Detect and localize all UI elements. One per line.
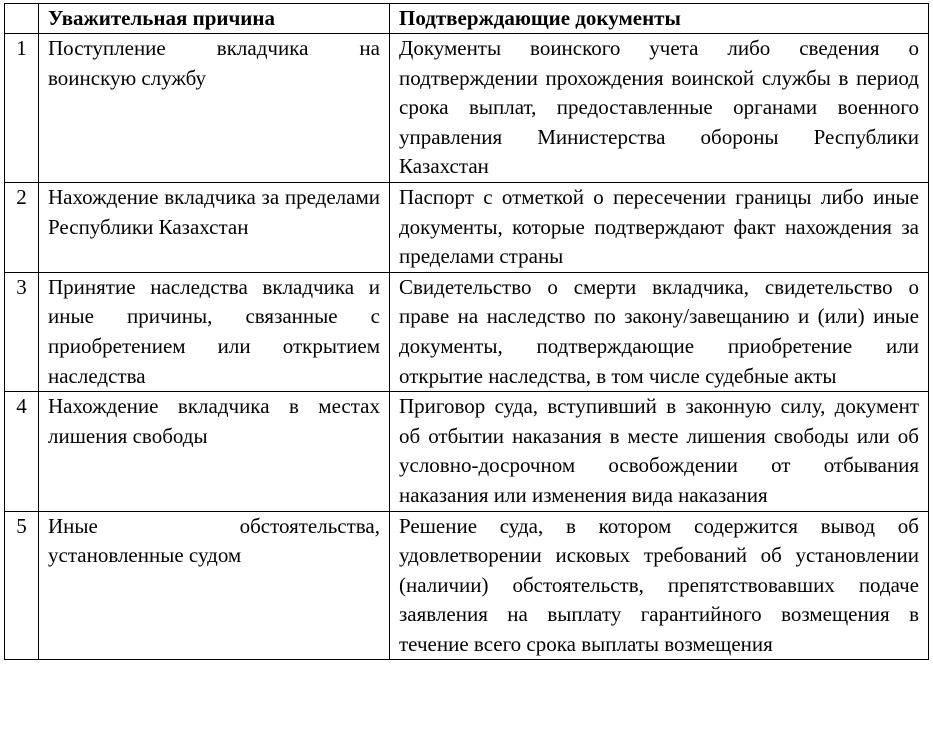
row-number: 4 (5, 392, 39, 511)
table-header-row (5, 4, 929, 34)
row-number: 3 (5, 272, 39, 391)
row-reason: Принятие наследства вкладчика и иные причины, связанные с приобретением или открытием наследства (39, 272, 390, 391)
row-reason: Нахождение вкладчика в местах лишения свободы (39, 392, 390, 511)
row-documents: Свидетельство о смерти вкладчика, свидетельство о праве на наследство по закону/завещанию и (или) иные документы, подтверждающие приобретение или открытие наследства, в том числе судебные акты (390, 272, 929, 391)
header-reason: Уважительная причина (39, 4, 390, 34)
table-row (5, 392, 929, 511)
row-documents: Решение суда, в котором содержится вывод об удовлетворении исковых требований об установлении (наличии) обстоятельств, препятствовавших подаче заявления на выплату гарантийного возмещения в течение всего срока выплаты возмещения (390, 511, 929, 660)
row-number: 2 (5, 182, 39, 272)
header-documents: Подтверждающие документы (390, 4, 929, 34)
table-row (5, 272, 929, 391)
row-reason: Поступление вкладчика на воинскую службу (39, 34, 390, 183)
row-documents: Паспорт с отметкой о пересечении границы либо иные документы, которые подтверждают факт нахождения за пределами страны (390, 182, 929, 272)
table-row (5, 511, 929, 660)
reasons-documents-table (4, 3, 929, 660)
row-reason: Иные обстоятельства, установленные судом (39, 511, 390, 660)
table-row (5, 182, 929, 272)
header-number (5, 4, 39, 34)
row-documents: Приговор суда, вступивший в законную силу, документ об отбытии наказания в месте лишения свободы или об условно-досрочном освобождении от отбывания наказания или изменения вида наказания (390, 392, 929, 511)
table-row (5, 34, 929, 183)
row-documents: Документы воинского учета либо сведения о подтверждении прохождения воинской службы в период срока выплат, предоставленные органами военного управления Министерства обороны Республики Казахстан (390, 34, 929, 183)
row-number: 5 (5, 511, 39, 660)
row-number: 1 (5, 34, 39, 183)
row-reason: Нахождение вкладчика за пределами Республики Казахстан (39, 182, 390, 272)
